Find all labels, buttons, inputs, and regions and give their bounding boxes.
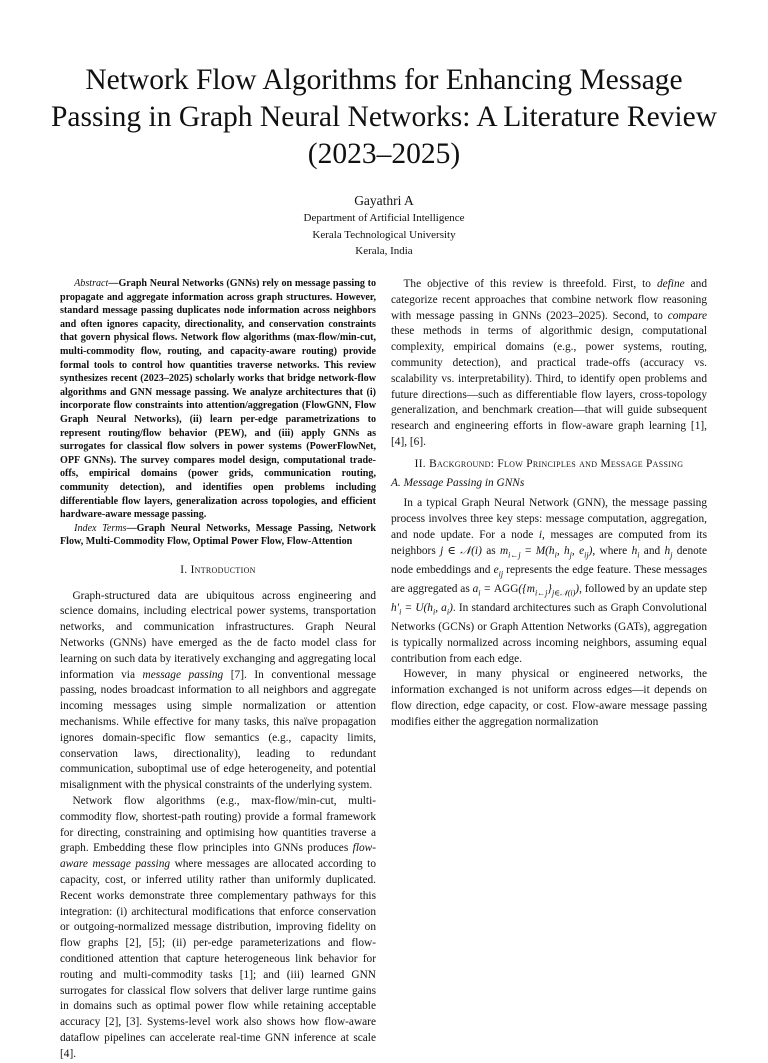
math-sub: j — [569, 550, 572, 560]
text-run: . In standard architectures such as Graph Convolutional Networks (GCNs) or Graph Attention Networks (GATs), aggregation is typically normalized across incoming neighbors, assuming equal contribution from each edge. — [391, 601, 708, 665]
math-M: M(h — [535, 544, 555, 557]
text-run: , followed by an update step — [579, 582, 708, 595]
text-run: , messages are computed from its neighbors — [391, 528, 707, 557]
text-run: Graph-structured data are ubiquitous across engineering and science domains, including electrical power systems, transportation networks, and communication infrastructures. Graph Neural Networks (GNNs) have emerged as the de facto model class for learning on such data by iteratively exchanging and aggregating local information via — [60, 589, 376, 681]
text-run: these methods in terms of algorithmic design, computational complexity, empirical domains (e.g., power systems, routing, community detection), and practical trade-offs (accuracy vs. scalability vs. interpretability). Third, to identify open problems and future directions—such as differentiable flow layers, cross-topology generalization, and benchmark creation—that will guide subsequent research and engineering efforts in flow-aware graph learning [1], [4], [6]. — [391, 325, 707, 448]
affiliation-department: Department of Artificial Intelligence — [303, 212, 465, 224]
affiliation-location: Kerala, India — [355, 245, 413, 257]
paper-title: Network Flow Algorithms for Enhancing Message Passing in Graph Neural Networks: A Literature Review (2023–2025) — [50, 64, 718, 170]
math-sub: i — [554, 550, 557, 560]
emphasis: define — [656, 278, 685, 290]
math-sub: ij — [584, 550, 589, 560]
intro-paragraph-1 — [60, 589, 376, 794]
background-paragraph-2: However, in many physical or engineered networks, the information exchanged is not uniform across edges—it depends on flow direction, edge capacity, or cost. Flow-aware message passing modifies either the aggregation normalization — [391, 668, 707, 728]
left-column — [60, 277, 376, 1063]
index-terms-body: —Graph Neural Networks, Message Passing, Network Flow, Multi-Commodity Flow, Optimal Power Flow, Flow-Attention — [60, 522, 376, 548]
section-heading-introduction: I. Introduction — [180, 563, 256, 576]
math-a: a — [472, 582, 479, 595]
abstract-body: —Graph Neural Networks (GNNs) rely on message passing to propagate and aggregate information across graph structures. However, standard message passing duplicates node information across neighbors and often ignores capacity, directionality, and conservation constraints that govern physical flows. Network flow algorithms (max-flow/min-cut, multi-commodity flow, routing, and capacity-aware routing) provide formal tools to control how quantities traverse networks. This review synthesizes recent (2023–2025) scholarly works that bridge network-flow algorithms and GNN message passing. We analyze architectures that (i) incorporate flow constraints into attention/aggregation (FlowGNN, Flow Graph Neural Networks), (ii) learn per-edge parametrizations to represent routing/flow behavior (PEW), and (iii) apply GNNs as surrogates for classical flow solvers in power systems (PowerFlowNet, OPF GNNs). The survey compares model design, computational trade-offs, empirical domains (power grids, communication routing, community detection), and identifies open problems including differentiable flow layers, generalization across topologies, and efficient hardware-aware message passing. — [60, 278, 376, 521]
text-run: In a typical Graph Neural Network (GNN), the message passing process involves three key steps: message computation, aggregation, and node update. For a node — [391, 497, 707, 541]
text-run: and categorize recent approaches that combine network flow reasoning with message passing in GNNs (2023–2025). Second, to — [391, 278, 708, 322]
emphasis: compare — [667, 309, 707, 322]
affiliation-university: Kerala Technological University — [312, 228, 456, 241]
math-hj: $h_j$ — [664, 544, 673, 560]
emphasis: flow-aware message passing — [60, 842, 376, 871]
math-message — [499, 544, 521, 560]
abstract — [60, 277, 376, 522]
math-node-i: i — [538, 528, 543, 541]
intro-paragraph-2 — [60, 794, 376, 1063]
math-eij: $e_{ij}$ — [493, 563, 504, 579]
text-run: represents the edge feature. These messages are aggregated as — [391, 563, 707, 595]
text-run: denote node embeddings and — [391, 544, 707, 576]
math-update: $h'_i = U(h_i$, $a_i$) — [391, 601, 453, 617]
text-run: The objective of this review is threefold. First, to — [403, 278, 657, 290]
text-run: [7]. In conventional message passing, nodes broadcast information to all neighbors and aggregate incoming messages using simple normalization or attention mechanisms. While effective for many tasks, this naïve propagation ignores domain-specific flow semantics (e.g., capacity limits, conservation laws, directionality), leading to redundant communication, suboptimal use of edge heterogeneity, and potential misalignment with the physical constraints of the underlying system. — [60, 668, 376, 792]
text-run: Network flow algorithms (e.g., max-flow/min-cut, multi-commodity flow, shortest-path routing) provide a formal framework for directing, constraining and optimising how quantities traverse a graph. Embedding these flow principles into GNNs produces — [60, 795, 376, 855]
abstract-lead: Abstract — [74, 278, 109, 289]
index-terms-lead: Index Terms — [74, 522, 127, 534]
math-m: m — [499, 544, 509, 557]
text-run: as — [481, 544, 500, 557]
author-name: Gayathri A — [354, 193, 414, 208]
author-block — [0, 192, 768, 260]
math-neighborhood: j ∈ 𝒩(i) — [440, 544, 482, 557]
right-column — [391, 277, 707, 731]
text-run: , where — [592, 544, 632, 557]
math-message-fn: $M(h_i$, $h_j$, $e_{ij}$) — [535, 544, 593, 560]
intro-paragraph-3 — [391, 277, 707, 451]
text-run: and — [639, 544, 665, 557]
text-run: where messages are allocated according to capacity, cost, or inferred utility rather than uniformly duplicated. Recent works demonstrate three complementary pathways for this integration: (i) architectural modifications that enforce conservation or outgoing-normalized message distribution, improving fidelity on flow graphs [2], [5]; (ii) per-edge parameterizations and flow-conditioned attention that capture heterogeneous link behavior for routing and multi-commodity tasks [1]; and (iii) learned GNN surrogates for classical flow solvers that deliver large runtime gains in domains such as optimal power flow while retaining acceptable accuracy [2], [3]. Systems-level work also shows how flow-aware dataflow pipelines can accelerate real-time GNN inference at scale [4]. — [60, 858, 376, 1060]
index-terms — [60, 522, 376, 549]
emphasis: message passing — [142, 668, 224, 681]
math-sub: i←j — [508, 550, 521, 560]
section-heading-background: II. Background: Flow Principles and Message Passing — [414, 457, 684, 470]
math-hi: $h_i$ — [631, 544, 640, 560]
text-run: = — [520, 544, 536, 557]
math-aggregate: $a_i = AGG(\{m_{i\leftarrow j}\}_{j\in 𝒩(i)})$ — [472, 582, 580, 598]
background-paragraph-1 — [391, 496, 707, 667]
subsection-heading-message-passing: A. Message Passing in GNNs — [391, 476, 525, 489]
